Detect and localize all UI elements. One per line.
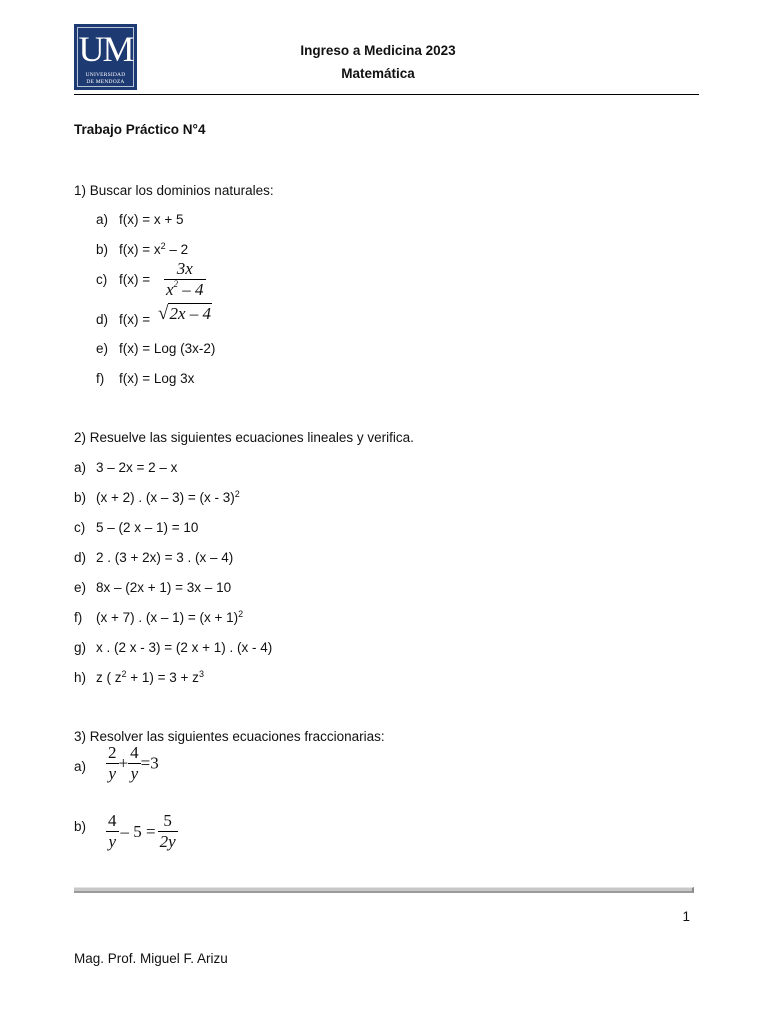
q2-h-label: h) — [74, 670, 87, 685]
q1-c-fraction — [164, 259, 206, 300]
q1-b-exponent: 2 — [160, 241, 166, 251]
q2-item-text — [96, 610, 243, 625]
q2-item-text — [96, 460, 177, 475]
q3-b-fraction-1 — [106, 811, 119, 852]
q1-b-expression — [119, 242, 188, 257]
q3-a-equals: = — [140, 753, 151, 773]
q3-b-den-2: 2y — [159, 832, 176, 851]
q3-a-equation — [106, 743, 159, 784]
q1-d-text: f(x) = — [119, 312, 151, 327]
author-name: Mag. Prof. Miguel F. Arizu — [74, 951, 228, 966]
q2-item-exponent: 2 — [238, 609, 244, 619]
q3-a-fraction-1 — [106, 743, 119, 784]
q1-b-rest: – 2 — [165, 242, 189, 257]
q3-b-middle: – 5 = — [120, 821, 156, 841]
q1-c-denominator — [164, 279, 206, 300]
q3-b-label: b) — [74, 819, 87, 834]
q1-b-label: b) — [96, 242, 109, 257]
q3-a-den-1: y — [106, 763, 119, 784]
q3-a-fraction-2 — [128, 743, 141, 784]
logo-line-2: DE MENDOZA — [86, 79, 125, 85]
header-rule — [74, 94, 699, 95]
q3-b-den-1: y — [106, 831, 119, 852]
q3-b-num-1: 4 — [108, 811, 117, 830]
q2-item-label: f) — [74, 610, 83, 625]
footer-divider — [74, 887, 694, 893]
q2-item-expression: 3 – 2x = 2 – x — [96, 460, 178, 475]
q1-b-text: f(x) = x — [119, 242, 161, 257]
q1-title: 1) Buscar los dominios naturales: — [74, 183, 274, 198]
q2-item-label: g) — [74, 640, 87, 655]
q1-a-label: a) — [96, 212, 109, 227]
q1-d-label: d) — [96, 312, 109, 327]
q3-b-num-2: 5 — [163, 811, 172, 830]
q2-item-text — [96, 520, 198, 535]
q2-h-part2: + 1) = 3 + z — [126, 670, 199, 685]
q1-c-den-base: x — [166, 280, 174, 299]
q2-item-exponent: 2 — [234, 489, 240, 499]
q3-a-rhs: 3 — [150, 753, 159, 773]
q2-h-part1: z ( z — [96, 670, 122, 685]
q1-f-text: f(x) = Log 3x — [119, 371, 195, 386]
q2-item-text — [96, 550, 233, 565]
page-number: 1 — [682, 909, 690, 924]
q3-a-den-2: y — [128, 763, 141, 784]
q3-a-label: a) — [74, 759, 87, 774]
q1-d-radical — [158, 303, 212, 325]
q2-item-expression: (x + 2) . (x – 3) = (x - 3) — [96, 490, 235, 505]
university-logo — [74, 24, 137, 90]
q2-h-exp2: 3 — [198, 669, 204, 679]
q2-item-label: b) — [74, 490, 87, 505]
q2-h-exp1: 2 — [121, 669, 127, 679]
q2-item-label: d) — [74, 550, 87, 565]
q1-e-text: f(x) = Log (3x-2) — [119, 341, 216, 356]
q3-a-plus: + — [118, 753, 129, 773]
q2-item-expression: 5 – (2 x – 1) = 10 — [96, 520, 199, 535]
q3-b-equation — [106, 811, 178, 852]
q1-f-label: f) — [96, 371, 105, 386]
q1-e-label: e) — [96, 341, 109, 356]
q2-item-label: a) — [74, 460, 87, 475]
q2-item-expression: 8x – (2x + 1) = 3x – 10 — [96, 580, 232, 595]
q2-item-label: c) — [74, 520, 86, 535]
q2-item-expression: x . (2 x - 3) = (2 x + 1) . (x - 4) — [96, 640, 273, 655]
q1-a-text: f(x) = x + 5 — [119, 212, 184, 227]
q2-item-text — [96, 640, 272, 655]
logo-line-1: UNIVERSIDAD — [85, 72, 126, 78]
q2-title: 2) Resuelve las siguientes ecuaciones lineales y verifica. — [74, 430, 414, 445]
header-subtitle: Matemática — [341, 66, 415, 81]
sqrt-symbol: √ — [158, 303, 169, 324]
q1-d-radicand: 2x – 4 — [169, 304, 211, 323]
q2-item-expression: 2 . (3 + 2x) = 3 . (x – 4) — [96, 550, 234, 565]
q3-a-num-2: 4 — [130, 743, 139, 762]
practice-heading: Trabajo Práctico N°4 — [74, 122, 206, 137]
q3-a-num-1: 2 — [108, 743, 117, 762]
header-title: Ingreso a Medicina 2023 — [300, 43, 456, 58]
q3-b-fraction-2 — [158, 811, 178, 852]
q1-c-text: f(x) = — [119, 272, 151, 287]
q1-c-numerator: 3x — [176, 259, 193, 278]
q2-h-text — [96, 670, 204, 685]
logo-mark: UM — [78, 29, 133, 69]
q1-c-label: c) — [96, 272, 108, 287]
q2-item-text — [96, 490, 240, 505]
q2-item-expression: (x + 7) . (x – 1) = (x + 1) — [96, 610, 239, 625]
q3-title: 3) Resolver las siguientes ecuaciones fraccionarias: — [74, 729, 385, 744]
q2-item-label: e) — [74, 580, 87, 595]
q2-item-text — [96, 580, 231, 595]
q1-c-den-rest: – 4 — [178, 280, 204, 299]
q1-c-den-exponent: 2 — [173, 279, 179, 289]
